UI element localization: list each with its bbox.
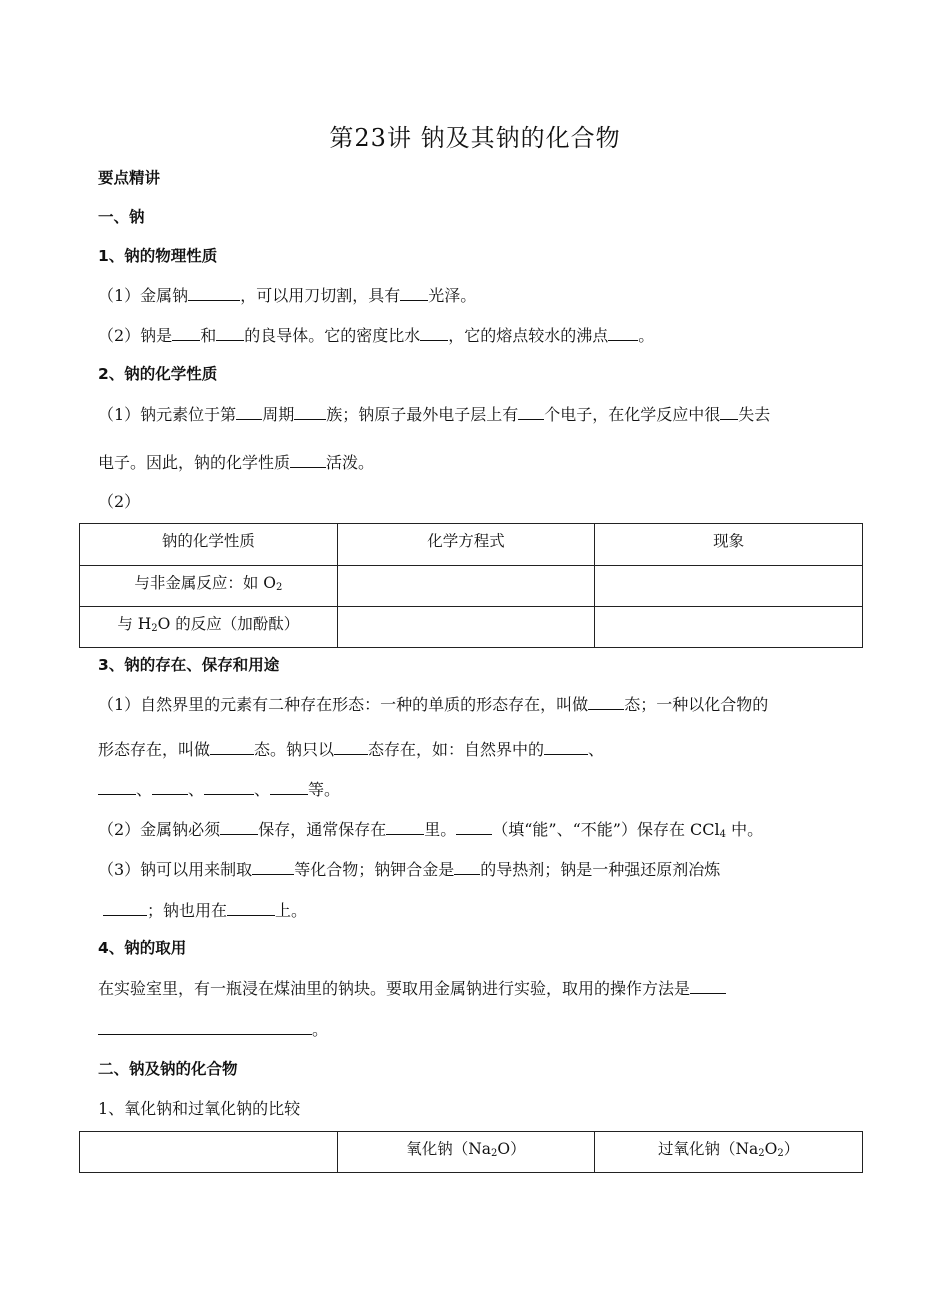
paragraph-existence-2: 形态存在，叫做 态。钠只以 态存在，如：自然界中的 、 bbox=[98, 740, 605, 759]
blank bbox=[544, 739, 588, 755]
section-heading-sodium: 一、钠 bbox=[98, 208, 145, 226]
blank bbox=[204, 779, 254, 795]
sodium-properties-table bbox=[79, 523, 863, 648]
page-title: 第23讲 钠及其钠的化合物 bbox=[329, 124, 621, 152]
oxide-comparison-table bbox=[79, 1131, 863, 1173]
table-cell: 与非金属反应：如 $O_2$ bbox=[80, 566, 338, 607]
section-heading-key-points: 要点精讲 bbox=[98, 169, 161, 187]
section-heading-compounds: 二、钠及钠的化合物 bbox=[98, 1060, 238, 1078]
table-header-cell: 氧化钠$(Na_2O)$ bbox=[337, 1132, 595, 1173]
paragraph-existence-3: 、 、 、 等。 bbox=[98, 777, 340, 800]
table-cell-empty bbox=[337, 607, 595, 648]
paragraph-chemical-2: （2） bbox=[98, 492, 141, 511]
blank bbox=[98, 779, 136, 795]
subheading-existence-storage-use: 3、钠的存在、保存和用途 bbox=[98, 656, 280, 674]
paragraph-taking: 在实验室里，有一瓶浸在煤油里的钠块。要取用金属钠进行实验，取用的操作方法是 bbox=[98, 976, 726, 999]
table-header-cell: 化学方程式 bbox=[337, 524, 595, 566]
paragraph-uses: （3）钠可以用来制取 等化合物；钠钾合金是 的导热剂；钠是一种强还原剂冶炼 bbox=[98, 860, 721, 879]
blank bbox=[236, 404, 262, 420]
subheading-chemical-properties: 2、钠的化学性质 bbox=[98, 365, 218, 383]
paragraph-existence-1: （1）自然界里的元素有二种存在形态：一种的单质的形态存在，叫做 态；一种以化合物的 bbox=[98, 695, 769, 714]
paragraph-uses-cont: ；钠也用在 上。 bbox=[98, 898, 307, 921]
paragraph-storage: （2）金属钠必须 保存，通常保存在 里。 （填“能”、“不能”）保存在 CCl$_4$ 中。 bbox=[98, 820, 764, 840]
table-header-cell: 现象 bbox=[595, 524, 863, 566]
table-row bbox=[80, 566, 863, 607]
blank bbox=[454, 859, 480, 875]
subheading-physical-properties: 1、钠的物理性质 bbox=[98, 247, 218, 265]
table-cell: 与 $H_2O$ 的反应（加酚酞） bbox=[80, 607, 338, 648]
table-header-cell-empty bbox=[80, 1132, 338, 1173]
table-header-row bbox=[80, 1132, 863, 1173]
blank bbox=[518, 404, 544, 420]
table-row bbox=[80, 607, 863, 648]
blank bbox=[386, 819, 424, 835]
subheading-taking-sodium: 4、钠的取用 bbox=[98, 939, 187, 957]
blank bbox=[290, 452, 326, 468]
table-header-cell: 过氧化钠$(Na_2O_2)$ bbox=[595, 1132, 863, 1173]
paragraph-chemical-1-cont: 电子。因此，钠的化学性质 活泼。 bbox=[98, 453, 375, 472]
blank bbox=[690, 978, 726, 994]
blank bbox=[334, 739, 368, 755]
blank bbox=[294, 404, 326, 420]
blank bbox=[98, 1019, 312, 1035]
table-header-cell: 钠的化学性质 bbox=[80, 524, 338, 566]
blank bbox=[400, 285, 428, 301]
blank bbox=[172, 325, 200, 341]
blank bbox=[227, 900, 275, 916]
table-cell-empty bbox=[595, 566, 863, 607]
blank bbox=[152, 779, 188, 795]
blank bbox=[456, 819, 492, 835]
paragraph-physical-2: （2）钠是 和 的良导体。它的密度比水 ，它的熔点较水的沸点 。 bbox=[98, 326, 655, 345]
blank bbox=[420, 325, 448, 341]
blank bbox=[588, 694, 624, 710]
blank bbox=[103, 900, 147, 916]
blank bbox=[216, 325, 244, 341]
blank bbox=[210, 739, 254, 755]
table-cell-empty bbox=[337, 566, 595, 607]
subheading-oxide-comparison: 1、氧化钠和过氧化钠的比较 bbox=[98, 1099, 301, 1118]
blank bbox=[270, 779, 308, 795]
blank bbox=[608, 325, 638, 341]
paragraph-taking-cont: 。 bbox=[98, 1017, 328, 1040]
blank bbox=[252, 859, 294, 875]
paragraph-physical-1: （1）金属钠 ，可以用刀切割，具有 光泽。 bbox=[98, 286, 477, 305]
table-header-row bbox=[80, 524, 863, 566]
table-cell-empty bbox=[595, 607, 863, 648]
paragraph-chemical-1: （1）钠元素位于第 周期 族；钠原子最外电子层上有 个电子，在化学反应中很 失去 bbox=[98, 405, 771, 424]
blank bbox=[188, 285, 240, 301]
blank bbox=[220, 819, 258, 835]
blank bbox=[720, 404, 738, 420]
